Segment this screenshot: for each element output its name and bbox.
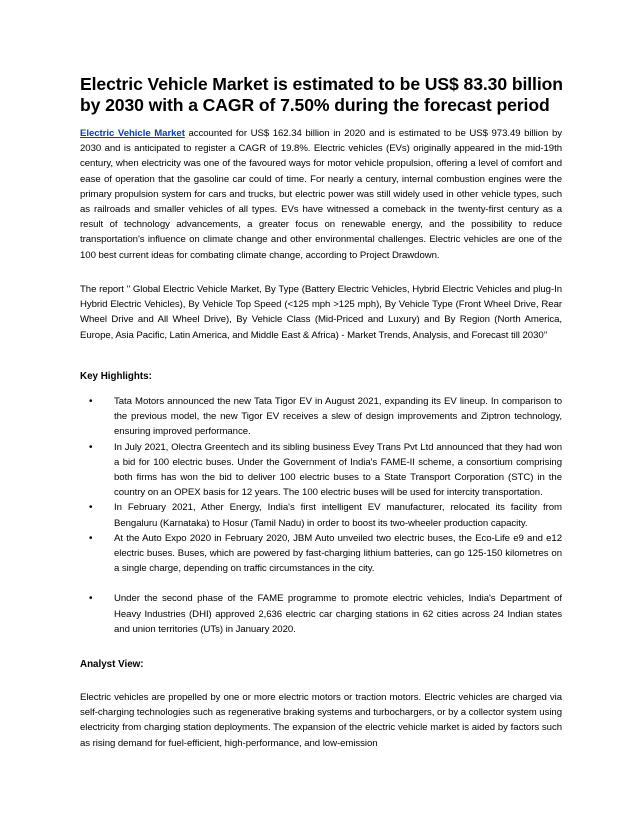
bullet-icon: • [89,441,93,453]
bullet-icon: • [89,532,93,544]
bullet-icon: • [89,396,93,407]
report-paragraph: The report " Global Electric Vehicle Market, By Type (Battery Electric Vehicles, Hybrid Electric Vehicles and plug-In Hybrid Electric Vehicles), By Vehicle Top Speed (<125 mph >125 mph), By Vehicle Type (Front Wheel Drive, Rear Wheel Drive and All Wheel Drive), By Vehicle Class (Mid-Priced and Luxury) and By Region (North America, Europe, Asia Pacific, Latin America, and Middle East & Africa) - Market Trends, Analysis, and Forecast till 2030’’ [80,284,562,341]
intro-text: accounted for US$ 162.34 billion in 2020 and is estimated to be US$ 973.49 billion by 2030 and is anticipated to register a CAGR of 19.8%. Electric vehicles (EVs) originally appeared in the mid-19th century, when electricity was one of the favoured ways for motor vehicle propulsion, offering a level of comfort and ease of operation that the gasoline car could of time. For nearly a century, internal combustion engines were the primary propulsion system for cars and trucks, but electric power was still widely used in other vehicle types, such as railroads and smaller vehicles of all types. EVs have witnessed a comeback in the twenty-first century as a result of technology advancements, a greater focus on renewable energy, and the possibility to reduce transportation's influence on climate change and other environmental challenges. Electric vehicles are one of the 100 best current ideas for combating climate change, according to Project Drawdown. [80,128,562,261]
list-item [80,531,562,577]
analyst-view-heading: Analyst View: [80,659,144,670]
bullet-icon: • [89,593,93,605]
list-item [80,440,562,501]
list-item-text: At the Auto Expo 2020 in February 2020, JBM Auto unveiled two electric buses, the Eco-Life e9 and e12 electric buses. Buses, which are powered by fast-charging lithium batteries, can go 125-150 kilometres on a single charge, depending on traffic circumstances in the city. [114,532,562,575]
key-highlights-list [80,394,562,637]
list-item-text: Under the second phase of the FAME programme to promote electric vehicles, India's Department of Heavy Industries (DHI) approved 2,636 electric car charging stations in 62 cities across 24 Indian states and union territories (UTs) in January 2020. [114,593,562,635]
bullet-icon: • [89,502,93,514]
analyst-view-paragraph: Electric vehicles are propelled by one or more electric motors or traction motors. Electric vehicles are charged via self-charging technologies such as regenerative braking systems and turbochargers, or by a collector system using electricity from charging station deployments. The expansion of the electric vehicle market is aided by factors such as rising demand for fuel-efficient, high-performance, and low-emission [80,692,562,749]
key-highlights-heading: Key Highlights: [80,371,152,382]
list-item-text: In February 2021, Ather Energy, India's first intelligent EV manufacturer, relocated its facility from Bengaluru (Karnataka) to Hosur (Tamil Nadu) in order to boost its two-wheeler production capacity. [114,502,562,529]
list-item-text: In July 2021, Olectra Greentech and its sibling business Evey Trans Pvt Ltd announced that they had won a bid for 100 electric buses. Under the Government of India's FAME-II scheme, a consortium comprising both firms has won the bid to deliver 100 electric buses to a State Transport Corporation (STC) in the country on an OPEX basis for 12 years. The 100 electric buses will be used for intercity transportation. [114,441,562,499]
list-item [80,500,562,530]
electric-vehicle-market-link[interactable]: Electric Vehicle Market [80,128,185,139]
document-title: Electric Vehicle Market is estimated to be US$ 83.30 billion by 2030 with a CAGR of 7.50% during the forecast period [80,74,563,115]
list-item [80,591,562,637]
list-item [80,394,562,440]
list-item-text: Tata Motors announced the new Tata Tigor EV in August 2021, expanding its EV lineup. In comparison to the previous model, the new Tigor EV receives a slew of design improvements and Ziptron technology, ensuring improved performance. [114,396,562,438]
intro-paragraph [80,126,562,263]
